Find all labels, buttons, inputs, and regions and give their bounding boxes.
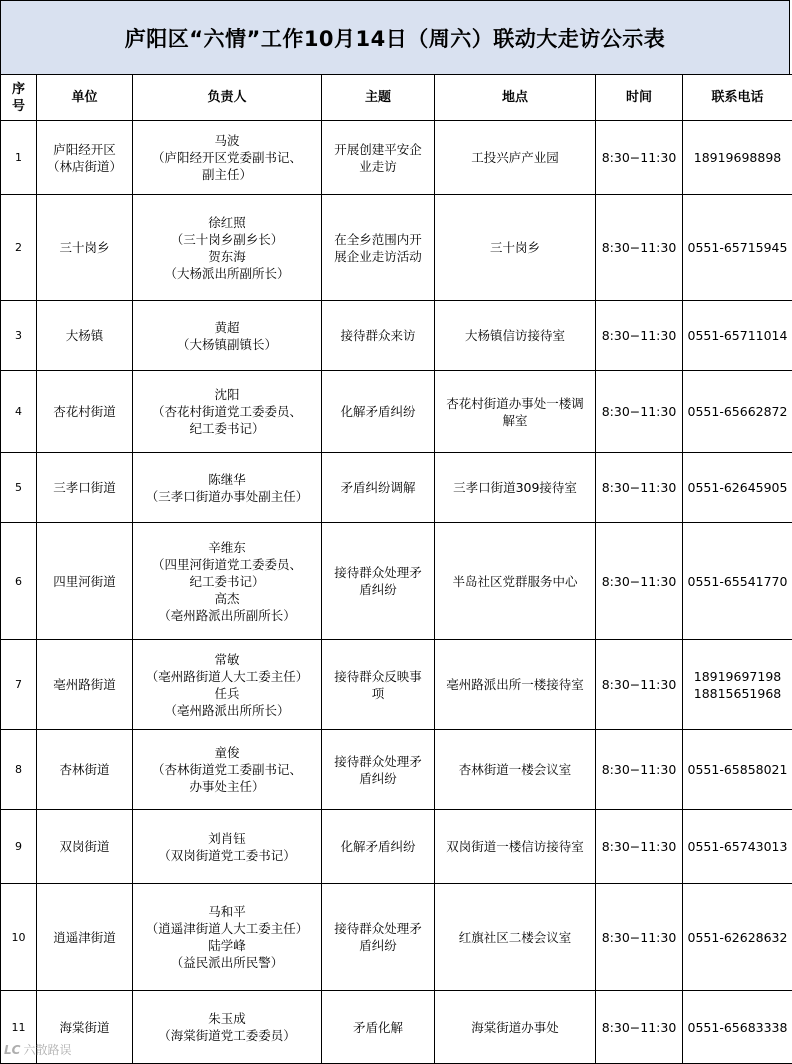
- cell-leader-line: （庐阳经开区党委副书记、: [135, 149, 319, 166]
- cell-unit: [37, 121, 133, 195]
- cell-phone: [683, 195, 792, 301]
- header-phone: 联系电话: [683, 75, 792, 121]
- cell-phone-line: 0551-62628632: [685, 929, 790, 946]
- cell-location: [435, 730, 596, 810]
- cell-leader-line: 陈继华: [135, 471, 319, 488]
- watermark-logo: LC: [4, 1043, 20, 1057]
- cell-topic-line: 开展创建平安企: [324, 141, 432, 158]
- cell-phone: [683, 301, 792, 371]
- header-leader: 负责人: [133, 75, 322, 121]
- cell-time: 8:30−11:30: [596, 195, 683, 301]
- cell-leader-line: 高杰: [135, 590, 319, 607]
- cell-time: 8:30−11:30: [596, 371, 683, 453]
- cell-leader: [133, 810, 322, 884]
- cell-phone-line: 0551-65711014: [685, 327, 790, 344]
- cell-location-line: 三孝口街道309接待室: [437, 479, 593, 496]
- cell-unit: [37, 730, 133, 810]
- cell-topic-line: 接待群众反映事: [324, 668, 432, 685]
- cell-phone-line: 0551-65743013: [685, 838, 790, 855]
- table-row: [1, 640, 792, 730]
- cell-topic: [322, 523, 435, 640]
- cell-unit-line: 三十岗乡: [39, 239, 130, 256]
- cell-location: [435, 640, 596, 730]
- cell-phone: [683, 884, 792, 991]
- cell-unit: [37, 523, 133, 640]
- cell-leader-line: 徐红照: [135, 214, 319, 231]
- table-row: [1, 371, 792, 453]
- cell-no: 11: [1, 991, 37, 1064]
- cell-phone: [683, 371, 792, 453]
- cell-phone: [683, 453, 792, 523]
- header-topic: 主题: [322, 75, 435, 121]
- table-row: [1, 453, 792, 523]
- cell-no: 5: [1, 453, 37, 523]
- cell-unit-line: 大杨镇: [39, 327, 130, 344]
- cell-leader-line: 纪工委书记）: [135, 420, 319, 437]
- cell-topic: [322, 884, 435, 991]
- cell-location: [435, 453, 596, 523]
- watermark: [4, 1041, 71, 1058]
- cell-leader-line: 任兵: [135, 685, 319, 702]
- cell-location: [435, 991, 596, 1064]
- cell-location: [435, 121, 596, 195]
- cell-leader-line: （亳州路街道人大工委主任）: [135, 668, 319, 685]
- cell-leader-line: 辛维东: [135, 539, 319, 556]
- page-title: 庐阳区“六情”工作10月14日（周六）联动大走访公示表: [0, 0, 790, 74]
- cell-time: 8:30−11:30: [596, 301, 683, 371]
- cell-location-line: 红旗社区二楼会议室: [437, 929, 593, 946]
- cell-leader-line: 黄超: [135, 319, 319, 336]
- cell-time: 8:30−11:30: [596, 810, 683, 884]
- cell-no: 1: [1, 121, 37, 195]
- cell-phone-line: 0551-65715945: [685, 239, 790, 256]
- cell-leader-line: （杏林街道党工委副书记、: [135, 761, 319, 778]
- cell-topic: [322, 991, 435, 1064]
- cell-topic-line: 接待群众处理矛: [324, 564, 432, 581]
- cell-leader: [133, 884, 322, 991]
- cell-no: 7: [1, 640, 37, 730]
- cell-phone: [683, 640, 792, 730]
- cell-leader: [133, 991, 322, 1064]
- cell-leader: [133, 730, 322, 810]
- table-row: [1, 884, 792, 991]
- watermark-text: 六散路误: [23, 1041, 71, 1058]
- cell-leader-line: 沈阳: [135, 386, 319, 403]
- cell-location-line: 杏林街道一楼会议室: [437, 761, 593, 778]
- cell-unit: [37, 453, 133, 523]
- cell-phone-line: 0551-62645905: [685, 479, 790, 496]
- cell-topic: [322, 640, 435, 730]
- cell-phone-line: 0551-65662872: [685, 403, 790, 420]
- table-row: [1, 730, 792, 810]
- cell-leader-line: 纪工委书记）: [135, 573, 319, 590]
- cell-leader: [133, 121, 322, 195]
- cell-no: 2: [1, 195, 37, 301]
- cell-topic: [322, 810, 435, 884]
- cell-topic-line: 接待群众处理矛: [324, 920, 432, 937]
- cell-unit-line: 三孝口街道: [39, 479, 130, 496]
- cell-location: [435, 810, 596, 884]
- table-row: [1, 195, 792, 301]
- cell-unit: [37, 301, 133, 371]
- cell-topic-line: 矛盾化解: [324, 1019, 432, 1036]
- cell-phone-line: 0551-65541770: [685, 573, 790, 590]
- cell-topic-line: 业走访: [324, 158, 432, 175]
- cell-location-line: 大杨镇信访接待室: [437, 327, 593, 344]
- cell-topic-line: 化解矛盾纠纷: [324, 838, 432, 855]
- cell-leader-line: （大杨镇副镇长）: [135, 336, 319, 353]
- cell-unit: [37, 371, 133, 453]
- cell-time: 8:30−11:30: [596, 991, 683, 1064]
- cell-leader: [133, 371, 322, 453]
- cell-location-line: 亳州路派出所一楼接待室: [437, 676, 593, 693]
- cell-phone: [683, 730, 792, 810]
- cell-topic-line: 化解矛盾纠纷: [324, 403, 432, 420]
- cell-leader-line: 刘肖钰: [135, 830, 319, 847]
- cell-leader: [133, 195, 322, 301]
- header-time: 时间: [596, 75, 683, 121]
- cell-time: 8:30−11:30: [596, 640, 683, 730]
- cell-leader-line: （杏花村街道党工委委员、: [135, 403, 319, 420]
- cell-unit-line: （林店街道）: [39, 158, 130, 175]
- cell-unit: [37, 810, 133, 884]
- cell-phone-line: 18919698898: [685, 149, 790, 166]
- cell-leader-line: （三十岗乡副乡长）: [135, 231, 319, 248]
- cell-phone-line: 0551-65858021: [685, 761, 790, 778]
- cell-phone: [683, 810, 792, 884]
- cell-unit-line: 杏花村街道: [39, 403, 130, 420]
- cell-topic-line: 在全乡范围内开: [324, 231, 432, 248]
- cell-leader-line: 办事处主任）: [135, 778, 319, 795]
- cell-location-line: 工投兴庐产业园: [437, 149, 593, 166]
- cell-leader-line: 副主任）: [135, 166, 319, 183]
- cell-time: 8:30−11:30: [596, 884, 683, 991]
- cell-leader: [133, 523, 322, 640]
- cell-topic-line: 接待群众来访: [324, 327, 432, 344]
- cell-no: 9: [1, 810, 37, 884]
- table-row: [1, 301, 792, 371]
- cell-topic: [322, 453, 435, 523]
- cell-leader-line: 马和平: [135, 903, 319, 920]
- header-location: 地点: [435, 75, 596, 121]
- table-row: [1, 810, 792, 884]
- cell-topic-line: 接待群众处理矛: [324, 753, 432, 770]
- cell-location-line: 半岛社区党群服务中心: [437, 573, 593, 590]
- cell-topic-line: 矛盾纠纷调解: [324, 479, 432, 496]
- table-header-row: [1, 75, 792, 121]
- schedule-table: [0, 74, 792, 1064]
- cell-unit-line: 双岗街道: [39, 838, 130, 855]
- cell-leader-line: 朱玉成: [135, 1010, 319, 1027]
- cell-unit: [37, 884, 133, 991]
- cell-topic: [322, 195, 435, 301]
- cell-location: [435, 523, 596, 640]
- cell-unit-line: 海棠街道: [39, 1019, 130, 1036]
- cell-time: 8:30−11:30: [596, 453, 683, 523]
- cell-topic: [322, 730, 435, 810]
- cell-unit-line: 亳州路街道: [39, 676, 130, 693]
- cell-topic-line: 展企业走访活动: [324, 248, 432, 265]
- cell-phone-line: 18815651968: [685, 685, 790, 702]
- cell-leader-line: （三孝口街道办事处副主任）: [135, 488, 319, 505]
- cell-topic: [322, 371, 435, 453]
- header-no: 序 号: [1, 75, 37, 121]
- cell-leader-line: （双岗街道党工委书记）: [135, 847, 319, 864]
- cell-leader: [133, 453, 322, 523]
- cell-phone: [683, 523, 792, 640]
- table-row: [1, 991, 792, 1064]
- cell-location-line: 双岗街道一楼信访接待室: [437, 838, 593, 855]
- cell-topic: [322, 121, 435, 195]
- cell-location-line: 杏花村街道办事处一楼调: [437, 395, 593, 412]
- cell-location-line: 海棠街道办事处: [437, 1019, 593, 1036]
- cell-leader-line: （四里河街道党工委委员、: [135, 556, 319, 573]
- cell-unit-line: 杏林街道: [39, 761, 130, 778]
- cell-phone: [683, 121, 792, 195]
- cell-topic-line: 盾纠纷: [324, 937, 432, 954]
- cell-leader-line: 童俊: [135, 744, 319, 761]
- cell-no: 8: [1, 730, 37, 810]
- cell-location-line: 解室: [437, 412, 593, 429]
- cell-leader-line: 马波: [135, 132, 319, 149]
- cell-time: 8:30−11:30: [596, 730, 683, 810]
- header-unit: 单位: [37, 75, 133, 121]
- cell-leader: [133, 640, 322, 730]
- cell-location: [435, 884, 596, 991]
- cell-phone-line: 0551-65683338: [685, 1019, 790, 1036]
- cell-leader: [133, 301, 322, 371]
- cell-leader-line: （亳州路派出所所长）: [135, 702, 319, 719]
- cell-leader-line: （海棠街道党工委委员）: [135, 1027, 319, 1044]
- cell-leader-line: 陆学峰: [135, 937, 319, 954]
- table-row: [1, 523, 792, 640]
- cell-unit-line: 逍遥津街道: [39, 929, 130, 946]
- cell-phone-line: 18919697198: [685, 668, 790, 685]
- cell-phone: [683, 991, 792, 1064]
- table-row: [1, 121, 792, 195]
- cell-location: [435, 301, 596, 371]
- cell-no: 6: [1, 523, 37, 640]
- cell-leader-line: （大杨派出所副所长）: [135, 265, 319, 282]
- cell-no: 4: [1, 371, 37, 453]
- cell-unit-line: 庐阳经开区: [39, 141, 130, 158]
- cell-location-line: 三十岗乡: [437, 239, 593, 256]
- cell-topic-line: 盾纠纷: [324, 581, 432, 598]
- cell-no: 10: [1, 884, 37, 991]
- cell-time: 8:30−11:30: [596, 523, 683, 640]
- cell-unit: [37, 195, 133, 301]
- cell-leader-line: （亳州路派出所副所长）: [135, 607, 319, 624]
- cell-topic-line: 项: [324, 685, 432, 702]
- cell-topic-line: 盾纠纷: [324, 770, 432, 787]
- cell-leader-line: （益民派出所民警）: [135, 954, 319, 971]
- cell-location: [435, 371, 596, 453]
- cell-leader-line: （逍遥津街道人大工委主任）: [135, 920, 319, 937]
- cell-location: [435, 195, 596, 301]
- cell-unit: [37, 640, 133, 730]
- cell-time: 8:30−11:30: [596, 121, 683, 195]
- cell-topic: [322, 301, 435, 371]
- cell-leader-line: 贺东海: [135, 248, 319, 265]
- cell-unit-line: 四里河街道: [39, 573, 130, 590]
- table-body: [1, 121, 792, 1064]
- cell-leader-line: 常敏: [135, 651, 319, 668]
- cell-no: 3: [1, 301, 37, 371]
